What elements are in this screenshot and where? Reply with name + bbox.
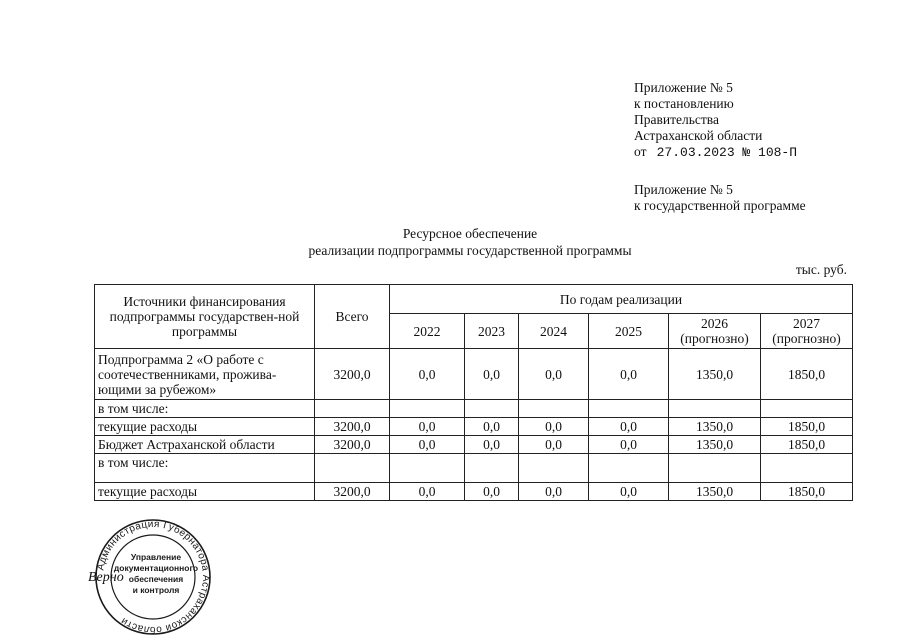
header-date-number: 27.03.2023 № 108-П [656,145,798,160]
row-value: 0,0 [465,436,519,454]
row-value: 1850,0 [761,349,853,400]
row-value: 1350,0 [669,483,761,501]
row-value [761,454,853,483]
row-value: 0,0 [465,483,519,501]
appendix-header [634,80,894,161]
row-name: текущие расходы [95,418,315,436]
header-year: 2025 [589,314,669,349]
units-label: тыс. руб. [795,262,847,277]
row-value [589,454,669,483]
row-value: 0,0 [390,436,465,454]
row-total: 3200,0 [315,483,390,501]
row-value [669,400,761,418]
header-line: к постановлению [634,96,734,111]
row-value: 0,0 [589,436,669,454]
row-value: 0,0 [390,349,465,400]
row-value [589,400,669,418]
row-value: 0,0 [589,483,669,501]
header-line: к государственной программе [634,198,806,213]
row-value [761,400,853,418]
stamp-ring-text: Администрация Губернатора Астраханской области [95,518,212,636]
table-row [95,436,853,454]
header-line: Приложение № 5 [634,80,733,95]
header-line: Правительства [634,112,719,127]
stamp-center-line: Управление [130,552,182,562]
row-value [519,400,589,418]
row-value: 1350,0 [669,418,761,436]
row-value: 1350,0 [669,349,761,400]
row-value: 1850,0 [761,418,853,436]
row-name: в том числе: [95,454,315,483]
row-total: 3200,0 [315,418,390,436]
row-name: Бюджет Астраханской области [95,436,315,454]
row-value: 0,0 [519,349,589,400]
row-value: 0,0 [589,349,669,400]
table-row [95,400,853,418]
program-appendix-header [634,182,894,214]
row-value [465,454,519,483]
table-row [95,418,853,436]
table-row [95,349,853,400]
row-value: 0,0 [390,483,465,501]
signature-mark: Верно [88,570,124,585]
row-value: 1850,0 [761,436,853,454]
table-row [95,483,853,501]
row-value [519,454,589,483]
row-value: 0,0 [519,436,589,454]
header-source: Источники финансирования подпрограммы государствен-ной программы [95,285,315,349]
header-year: 2023 [465,314,519,349]
header-year: 2024 [519,314,589,349]
header-date-line [634,144,894,161]
row-total [315,454,390,483]
row-total [315,400,390,418]
row-name: в том числе: [95,400,315,418]
row-value [390,400,465,418]
row-value: 0,0 [519,483,589,501]
title-line: Ресурсное обеспечение [402,226,538,241]
header-year: 2026 (прогнозно) [669,314,761,349]
row-value [390,454,465,483]
row-value: 0,0 [589,418,669,436]
row-value: 0,0 [465,349,519,400]
row-value: 1850,0 [761,483,853,501]
document-title [200,225,740,259]
table-row [95,454,853,483]
resource-table [94,284,853,501]
header-date-prefix: от [634,144,647,159]
row-value: 0,0 [465,418,519,436]
row-value: 0,0 [390,418,465,436]
row-value: 1350,0 [669,436,761,454]
header-year: 2022 [390,314,465,349]
row-value [669,454,761,483]
row-total: 3200,0 [315,436,390,454]
row-name: Подпрограмма 2 «О работе с соотечественниками, прожива-ющими за рубежом» [95,349,315,400]
title-line: реализации подпрограммы государственной программы [308,243,632,258]
stamp-center-line: и контроля [132,585,180,595]
header-total: Всего [315,285,390,349]
row-total: 3200,0 [315,349,390,400]
header-year: 2027 (прогнозно) [761,314,853,349]
stamp-center-line: документационного [113,563,199,573]
header-line: Приложение № 5 [634,182,733,197]
header-line: Астраханской области [634,128,763,143]
row-name: текущие расходы [95,483,315,501]
stamp-center-line: обеспечения [128,574,184,584]
row-value: 0,0 [519,418,589,436]
row-value [465,400,519,418]
header-years-group: По годам реализации [390,285,853,314]
